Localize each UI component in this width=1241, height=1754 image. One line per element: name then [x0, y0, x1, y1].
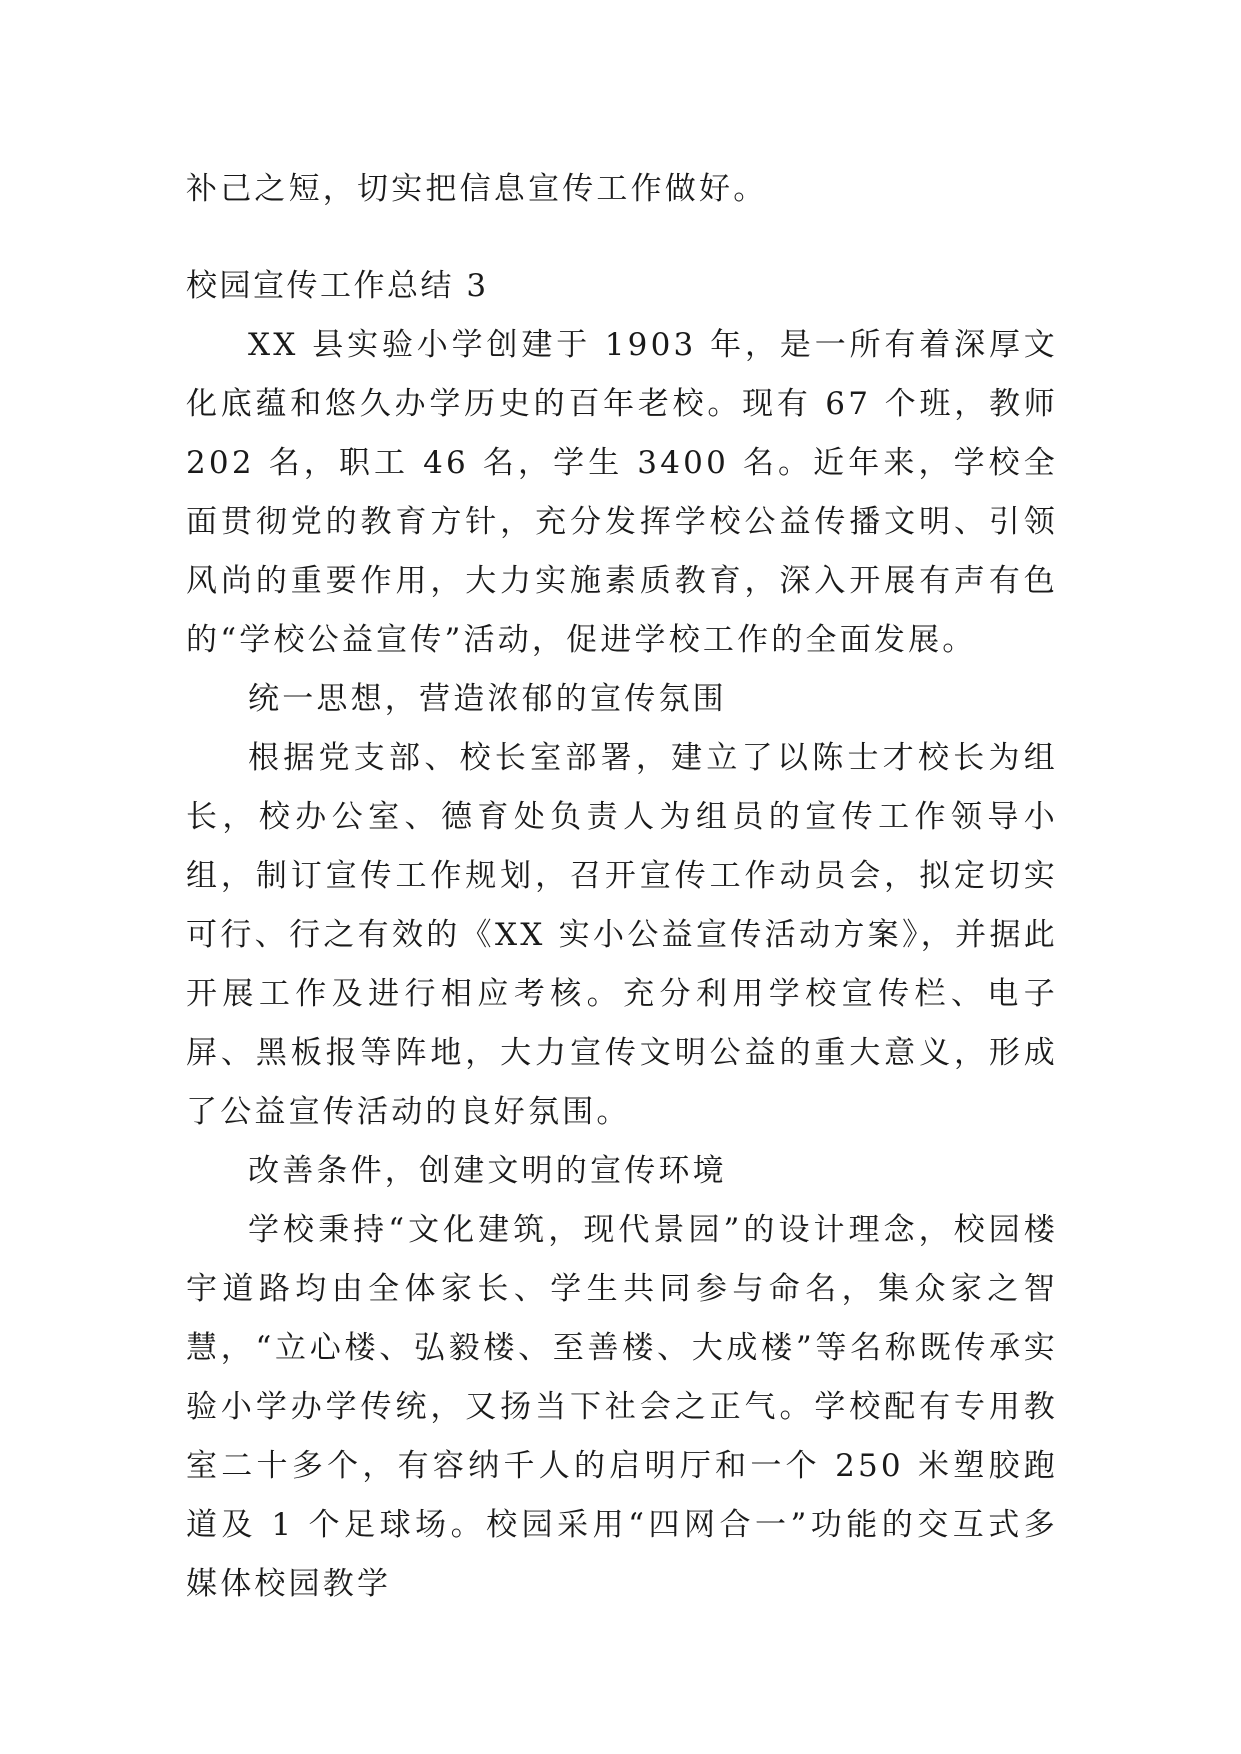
section-title: 校园宣传工作总结 3	[186, 268, 489, 304]
subheading-unify-thought: 统一思想，营造浓郁的宣传氛围	[248, 681, 727, 717]
continuation-paragraph: 补己之短，切实把信息宣传工作做好。	[186, 171, 768, 207]
intro-paragraph: XX 县实验小学创建于 1903 年，是一所有着深厚文化底蕴和悠久办学历史的百年老校。现有 67 个班，教师 202 名，职工 46 名，学生 3400 名。近年来，学校全面贯彻党的教育方针，充分发挥学校公益传播文明、引领风尚的重要作用，大力实施素质教育，深入开展有声有色的“学校公益宣传”活动，促进学校工作的全面发展。	[186, 327, 1058, 658]
document-body	[186, 160, 1058, 1614]
body-paragraph-leadership: 根据党支部、校长室部署，建立了以陈士才校长为组长，校办公室、德育处负责人为组员的宣传工作领导小组，制订宣传工作规划，召开宣传工作动员会，拟定切实可行、行之有效的《XX 实小公益宣传活动方案》，并据此开展工作及进行相应考核。充分利用学校宣传栏、电子屏、黑板报等阵地，大力宣传文明公益的重大意义，形成了公益宣传活动的良好氛围。	[186, 740, 1058, 1130]
subheading-improve-conditions: 改善条件，创建文明的宣传环境	[248, 1153, 727, 1189]
body-paragraph-campus: 学校秉持“文化建筑，现代景园”的设计理念，校园楼宇道路均由全体家长、学生共同参与命名，集众家之智慧，“立心楼、弘毅楼、至善楼、大成楼”等名称既传承实验小学办学传统，又扬当下社会之正气。学校配有专用教室二十多个，有容纳千人的启明厅和一个 250 米塑胶跑道及 1 个足球场。校园采用“四网合一”功能的交互式多媒体校园教学	[186, 1212, 1058, 1602]
